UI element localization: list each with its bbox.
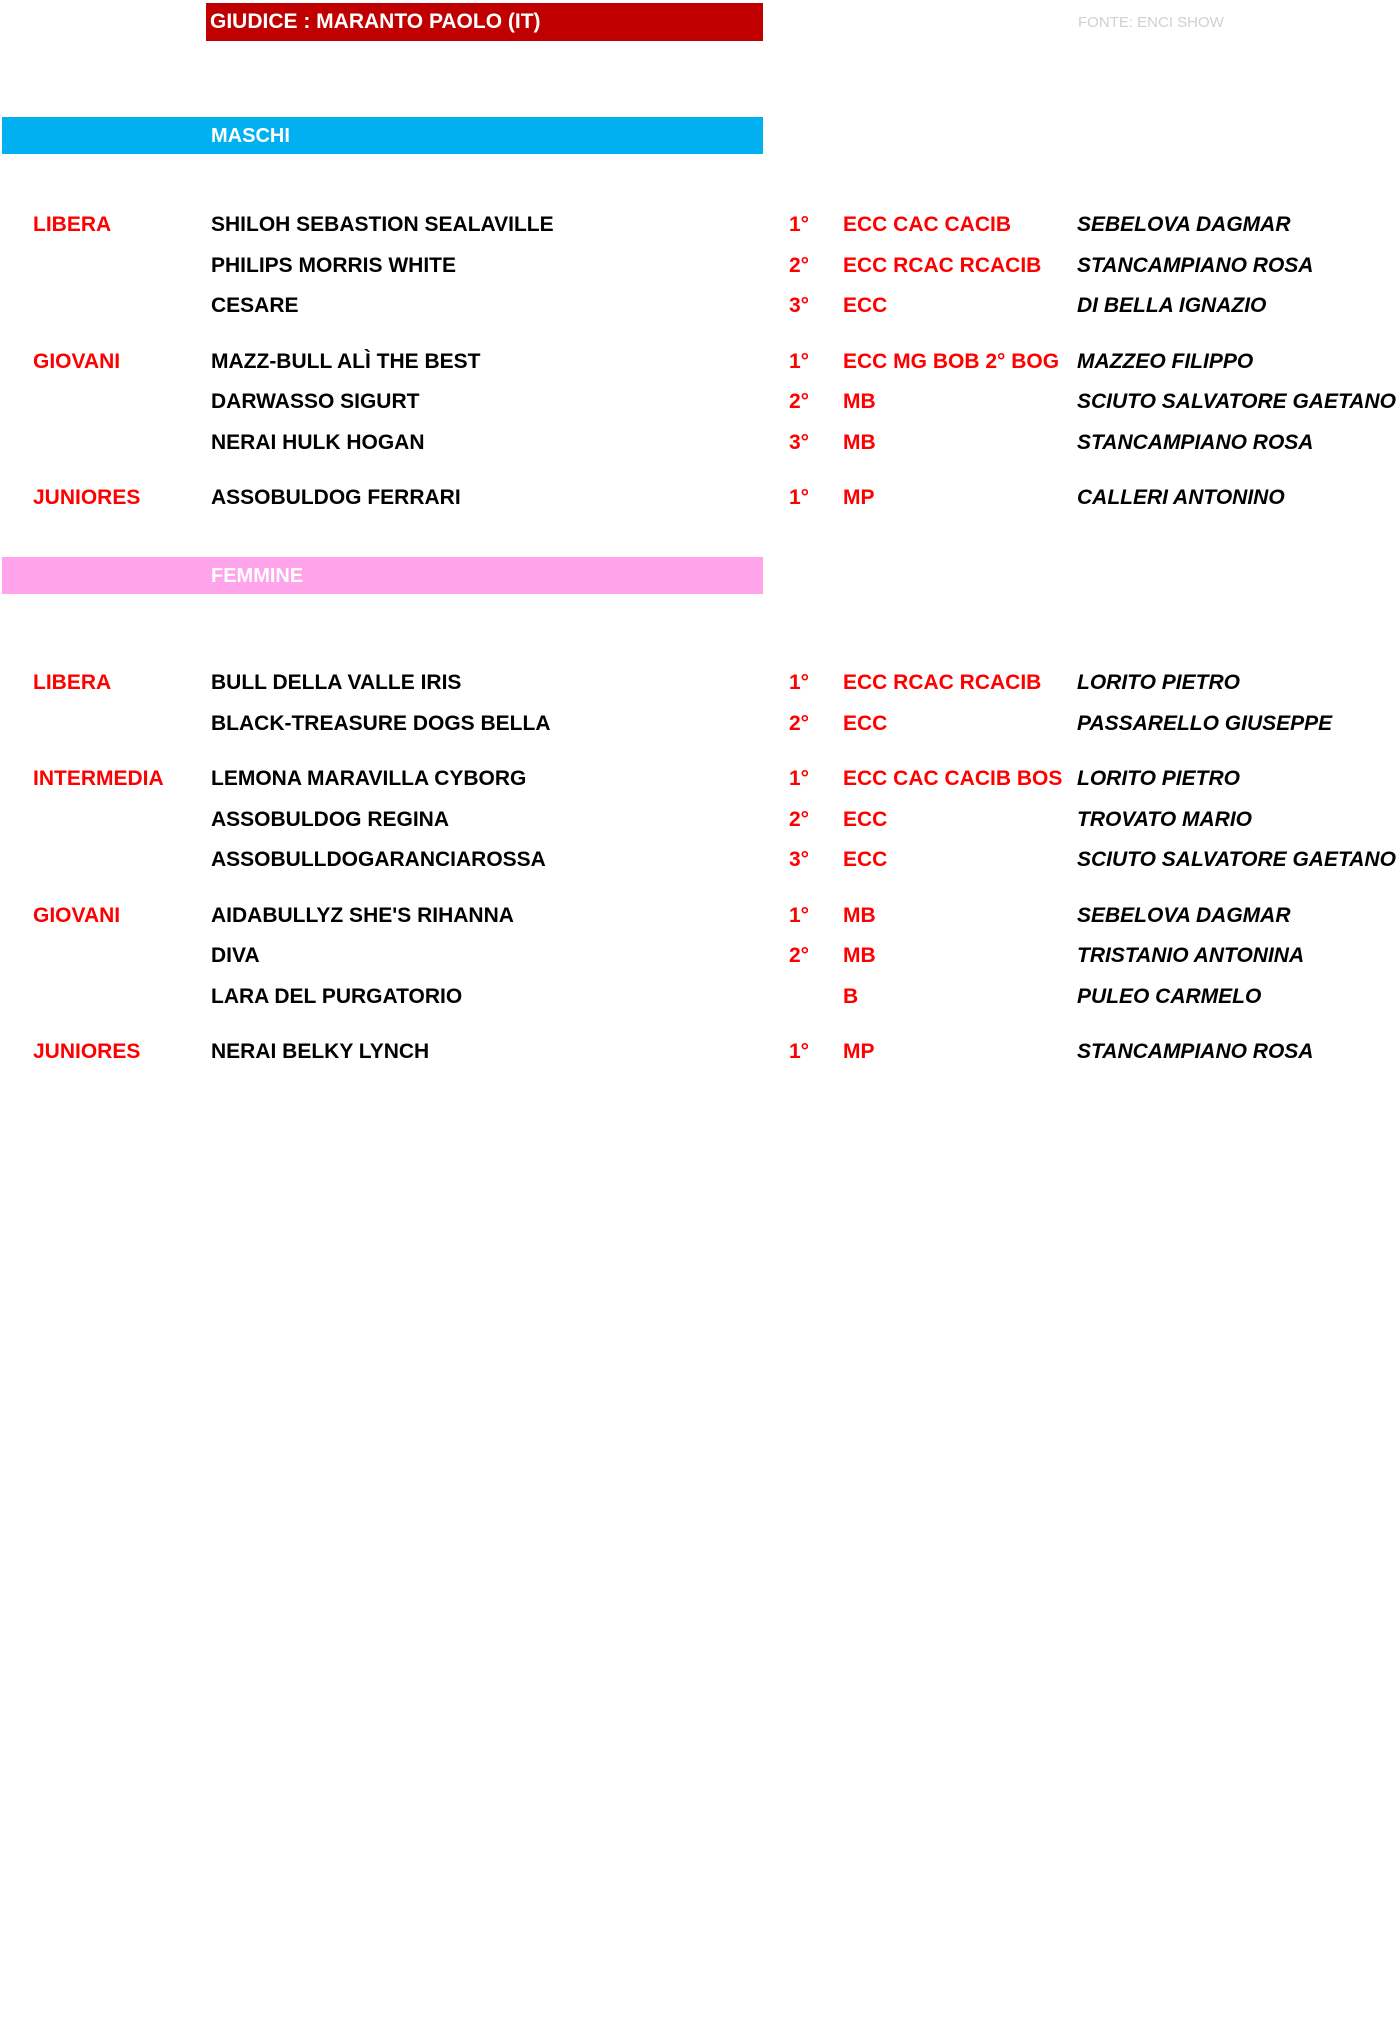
dog-name: ASSOBULLDOGARANCIAROSSA <box>211 848 546 871</box>
qualification: MB <box>843 430 876 454</box>
table-row <box>0 423 1400 464</box>
results-maschi <box>0 205 1400 519</box>
owner-name: PULEO CARMELO <box>1077 984 1262 1008</box>
dog-name: DARWASSO SIGURT <box>211 390 420 413</box>
section-title-femmine: FEMMINE <box>211 565 304 587</box>
placement: 3° <box>789 294 810 317</box>
dog-name: BLACK-TREASURE DOGS BELLA <box>211 711 551 735</box>
qualification: ECC MG BOB 2° BOG <box>843 349 1060 373</box>
source-label: FONTE: ENCI SHOW <box>1078 14 1224 31</box>
dog-name: AIDABULLYZ SHE'S RIHANNA <box>211 903 514 927</box>
dog-name: LEMONA MARAVILLA CYBORG <box>211 767 527 790</box>
owner-name: DI BELLA IGNAZIO <box>1077 294 1267 317</box>
placement: 3° <box>789 848 810 871</box>
table-row <box>0 759 1400 800</box>
qualification: ECC RCAC RCACIB <box>843 253 1042 277</box>
qualification: ECC <box>843 711 888 735</box>
table-row <box>0 840 1400 881</box>
qualification: ECC <box>843 848 888 871</box>
owner-name: STANCAMPIANO ROSA <box>1077 253 1314 277</box>
placement: 2° <box>789 390 810 413</box>
qualification: MB <box>843 390 876 413</box>
placement: 1° <box>789 903 810 927</box>
placement: 1° <box>789 767 810 790</box>
section-header-femmine <box>2 557 763 594</box>
table-row <box>0 936 1400 977</box>
class-label: JUNIORES <box>33 1040 141 1063</box>
qualification: ECC CAC CACIB BOS <box>843 767 1063 790</box>
dog-name: NERAI BELKY LYNCH <box>211 1040 430 1063</box>
owner-name: CALLERI ANTONINO <box>1077 486 1285 509</box>
section-title-maschi: MASCHI <box>211 125 290 147</box>
table-row <box>0 800 1400 841</box>
results-femmine <box>0 663 1400 1073</box>
class-label: INTERMEDIA <box>33 767 164 790</box>
owner-name: SCIUTO SALVATORE GAETANO <box>1077 848 1396 871</box>
dog-name: DIVA <box>211 944 260 967</box>
table-row <box>0 977 1400 1018</box>
owner-name: LORITO PIETRO <box>1077 671 1240 694</box>
dog-name: SHILOH SEBASTION SEALAVILLE <box>211 213 554 236</box>
placement: 3° <box>789 430 810 454</box>
class-label: LIBERA <box>33 671 112 694</box>
table-row <box>0 205 1400 246</box>
owner-name: SCIUTO SALVATORE GAETANO <box>1077 390 1396 413</box>
placement: 2° <box>789 253 810 277</box>
class-label: LIBERA <box>33 213 112 236</box>
dog-name: ASSOBULDOG FERRARI <box>211 486 461 509</box>
owner-name: SEBELOVA DAGMAR <box>1077 903 1291 927</box>
dog-name: CESARE <box>211 294 299 317</box>
placement: 2° <box>789 807 810 831</box>
table-row <box>0 342 1400 383</box>
qualification: ECC <box>843 807 888 831</box>
placement: 1° <box>789 349 810 373</box>
owner-name: PASSARELLO GIUSEPPE <box>1077 711 1333 735</box>
dog-name: ASSOBULDOG REGINA <box>211 807 450 831</box>
qualification: ECC CAC CACIB <box>843 213 1011 236</box>
table-row <box>0 704 1400 745</box>
table-row <box>0 896 1400 937</box>
placement: 1° <box>789 486 810 509</box>
owner-name: TROVATO MARIO <box>1077 807 1252 831</box>
judge-header: GIUDICE : MARANTO PAOLO (IT) <box>206 3 763 41</box>
owner-name: SEBELOVA DAGMAR <box>1077 213 1291 236</box>
dog-name: BULL DELLA VALLE IRIS <box>211 671 462 694</box>
qualification: MB <box>843 944 876 967</box>
class-label: GIOVANI <box>33 903 121 927</box>
qualification: B <box>843 984 859 1008</box>
qualification: ECC RCAC RCACIB <box>843 671 1042 694</box>
table-row <box>0 246 1400 287</box>
table-row <box>0 382 1400 423</box>
section-header-maschi <box>2 117 763 154</box>
owner-name: STANCAMPIANO ROSA <box>1077 1040 1314 1063</box>
placement: 2° <box>789 711 810 735</box>
table-row <box>0 663 1400 704</box>
qualification: MP <box>843 1040 875 1063</box>
class-label: JUNIORES <box>33 486 141 509</box>
owner-name: LORITO PIETRO <box>1077 767 1240 790</box>
dog-name: PHILIPS MORRIS WHITE <box>211 253 457 277</box>
dog-name: LARA DEL PURGATORIO <box>211 984 463 1008</box>
dog-name: NERAI HULK HOGAN <box>211 430 425 454</box>
owner-name: MAZZEO FILIPPO <box>1077 349 1254 373</box>
class-label: GIOVANI <box>33 349 121 373</box>
qualification: ECC <box>843 294 888 317</box>
table-row <box>0 1032 1400 1073</box>
table-row <box>0 478 1400 519</box>
qualification: MB <box>843 903 876 927</box>
owner-name: TRISTANIO ANTONINA <box>1077 944 1305 967</box>
placement: 1° <box>789 213 810 236</box>
placement: 1° <box>789 671 810 694</box>
owner-name: STANCAMPIANO ROSA <box>1077 430 1314 454</box>
dog-name: MAZZ-BULL ALÌ THE BEST <box>211 349 481 373</box>
qualification: MP <box>843 486 875 509</box>
table-row <box>0 286 1400 327</box>
placement: 2° <box>789 944 810 967</box>
placement: 1° <box>789 1040 810 1063</box>
